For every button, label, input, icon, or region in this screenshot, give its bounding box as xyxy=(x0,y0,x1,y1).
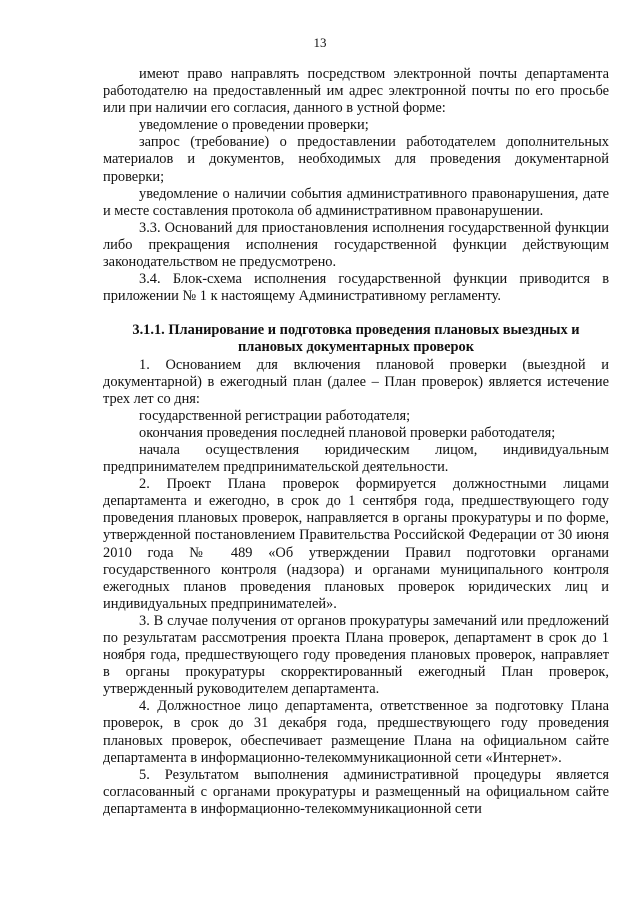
section-heading: 3.1.1. Планирование и подготовка проведения плановых выездных и плановых документарных проверок xyxy=(132,322,580,356)
paragraph: 3. В случае получения от органов прокуратуры замечаний или предложений по результатам рассмотрения проекта Плана проверок, департамент в срок до 1 ноября года, предшествующего году проведения плановых проверок, направляет в органы прокуратуры скорректированный ежегодный План проверок, утвержденный руководителем департамента. xyxy=(103,612,609,698)
paragraph: 4. Должностное лицо департамента, ответственное за подготовку Плана проверок, в срок до 31 декабря года, предшествующего году проведения плановых проверок, обеспечивает размещение Плана на официальном сайте департамента в информационно-телекоммуникационной сети «Интернет». xyxy=(103,698,609,766)
paragraph: окончания проведения последней плановой проверки работодателя; xyxy=(139,424,556,441)
page-number: 13 xyxy=(313,35,327,50)
document-body xyxy=(103,66,609,818)
paragraph: 5. Результатом выполнения административной процедуры является согласованный с органами прокуратуры и размещенный на официальном сайте департамента в информационно-телекоммуникационной сети xyxy=(103,766,609,817)
paragraph: 1. Основанием для включения плановой проверки (выездной и документарной) в ежегодный план (далее – План проверок) является истечение трех лет со дня: xyxy=(103,356,609,407)
paragraph: 3.3. Оснований для приостановления исполнения государственной функции либо прекращения исполнения государственной функции действующим законодательством не предусмотрено. xyxy=(103,219,609,271)
paragraph: уведомление о проведении проверки; xyxy=(139,117,369,134)
paragraph: уведомление о наличии события административного правонарушения, дате и месте составления протокола об административном правонарушении. xyxy=(103,185,609,219)
paragraph: государственной регистрации работодателя; xyxy=(139,407,411,424)
paragraph: 3.4. Блок-схема исполнения государственной функции приводится в приложении № 1 к настоящему Административному регламенту. xyxy=(103,271,609,305)
paragraph: запрос (требование) о предоставлении работодателем дополнительных материалов и документов, необходимых для проведения документарной проверки; xyxy=(103,134,609,185)
paragraph: начала осуществления юридическим лицом, индивидуальным предпринимателем предпринимательской деятельности. xyxy=(103,441,609,476)
paragraph: имеют право направлять посредством электронной почты департамента работодателю на предоставленный им адрес электронной почты по его просьбе или при наличии его согласия, данного в устной форме: xyxy=(103,66,609,117)
paragraph: 2. Проект Плана проверок формируется должностными лицами департамента и ежегодно, в срок до 1 сентября года, предшествующего году проведения плановых проверок, направляется в органы прокуратуры и по форме, утвержденной постановлением Правительства Российской Федерации от 30 июня 2010 года № 489 «Об утверждении Правил подготовки органами государственного контроля (надзора) и органами муниципального контроля ежегодных планов проведения плановых проверок юридических лиц и индивидуальных предпринимателей». xyxy=(103,476,609,612)
